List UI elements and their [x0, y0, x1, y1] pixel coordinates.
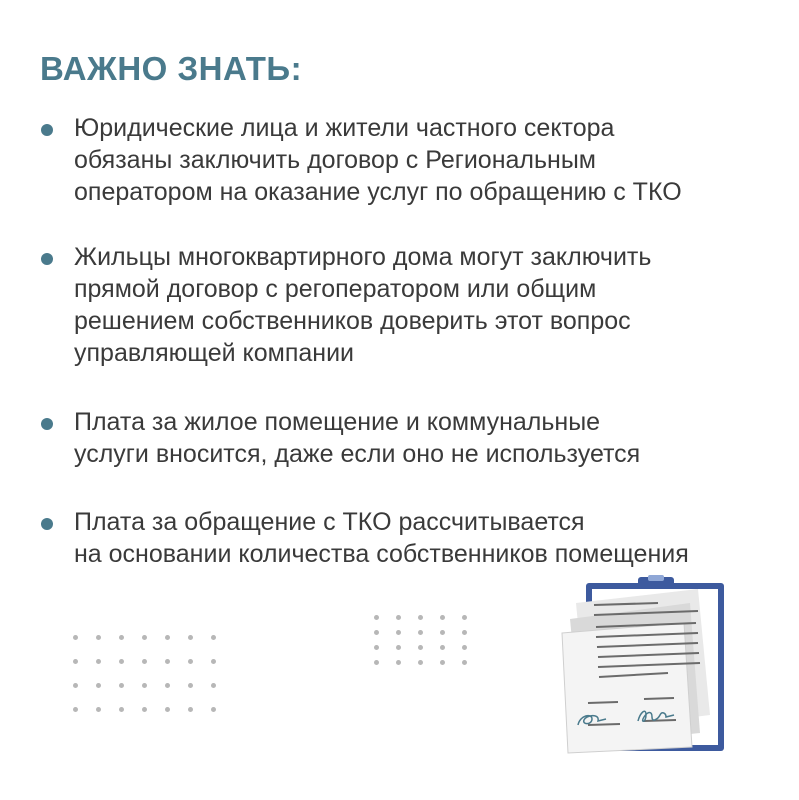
grid-dot — [188, 683, 193, 688]
grid-dot — [211, 707, 216, 712]
list-item — [40, 406, 770, 470]
grid-dot — [96, 659, 101, 664]
grid-dot — [462, 660, 467, 665]
grid-dot — [211, 635, 216, 640]
grid-dot — [188, 707, 193, 712]
grid-dot — [165, 659, 170, 664]
grid-dot — [73, 659, 78, 664]
grid-dot — [96, 683, 101, 688]
grid-dot — [142, 683, 147, 688]
list-item — [40, 241, 770, 369]
grid-dot — [142, 635, 147, 640]
grid-dot — [418, 630, 423, 635]
grid-dot — [462, 615, 467, 620]
grid-dot — [73, 683, 78, 688]
grid-dot — [119, 683, 124, 688]
grid-dot — [374, 630, 379, 635]
grid-dot — [211, 659, 216, 664]
grid-dot — [73, 707, 78, 712]
bullet-text: Плата за жилое помещение и коммунальные услуги вносится, даже если оно не используется — [74, 408, 641, 468]
grid-dot — [119, 659, 124, 664]
grid-dot — [96, 707, 101, 712]
grid-dot — [119, 635, 124, 640]
grid-dot — [142, 659, 147, 664]
grid-dot — [73, 635, 78, 640]
bullet-text: Юридические лица и жители частного сектора обязаны заключить договор с Региональным оператором на оказание услуг по обращению с ТКО — [74, 114, 682, 206]
grid-dot — [418, 645, 423, 650]
grid-dot — [440, 660, 445, 665]
grid-dot — [396, 645, 401, 650]
grid-dot — [440, 645, 445, 650]
grid-dot — [396, 630, 401, 635]
grid-dot — [165, 635, 170, 640]
grid-dot — [374, 645, 379, 650]
bullet-text: Жильцы многоквартирного дома могут заключить прямой договор с регоператором или общим решением собственников доверить этот вопрос управляющей компании — [74, 243, 652, 367]
bullet-dot-icon — [41, 253, 53, 265]
grid-dot — [165, 707, 170, 712]
grid-dot — [188, 635, 193, 640]
grid-dot — [119, 707, 124, 712]
grid-dot — [374, 615, 379, 620]
grid-dot — [96, 635, 101, 640]
clipboard-document-icon — [548, 575, 738, 760]
grid-dot — [418, 660, 423, 665]
grid-dot — [188, 659, 193, 664]
grid-dot — [142, 707, 147, 712]
grid-dot — [396, 615, 401, 620]
bullet-dot-icon — [41, 124, 53, 136]
list-item — [40, 112, 770, 208]
grid-dot — [462, 645, 467, 650]
grid-dot — [396, 660, 401, 665]
bullet-dot-icon — [41, 418, 53, 430]
grid-dot — [418, 615, 423, 620]
grid-dot — [440, 615, 445, 620]
list-item — [40, 506, 770, 570]
grid-dot — [440, 630, 445, 635]
page-title: ВАЖНО ЗНАТЬ: — [40, 50, 303, 87]
grid-dot — [374, 660, 379, 665]
bullet-dot-icon — [41, 518, 53, 530]
grid-dot — [462, 630, 467, 635]
grid-dot — [165, 683, 170, 688]
grid-dot — [211, 683, 216, 688]
bullet-text: Плата за обращение с ТКО рассчитывается на основании количества собственников помещения — [74, 508, 689, 568]
